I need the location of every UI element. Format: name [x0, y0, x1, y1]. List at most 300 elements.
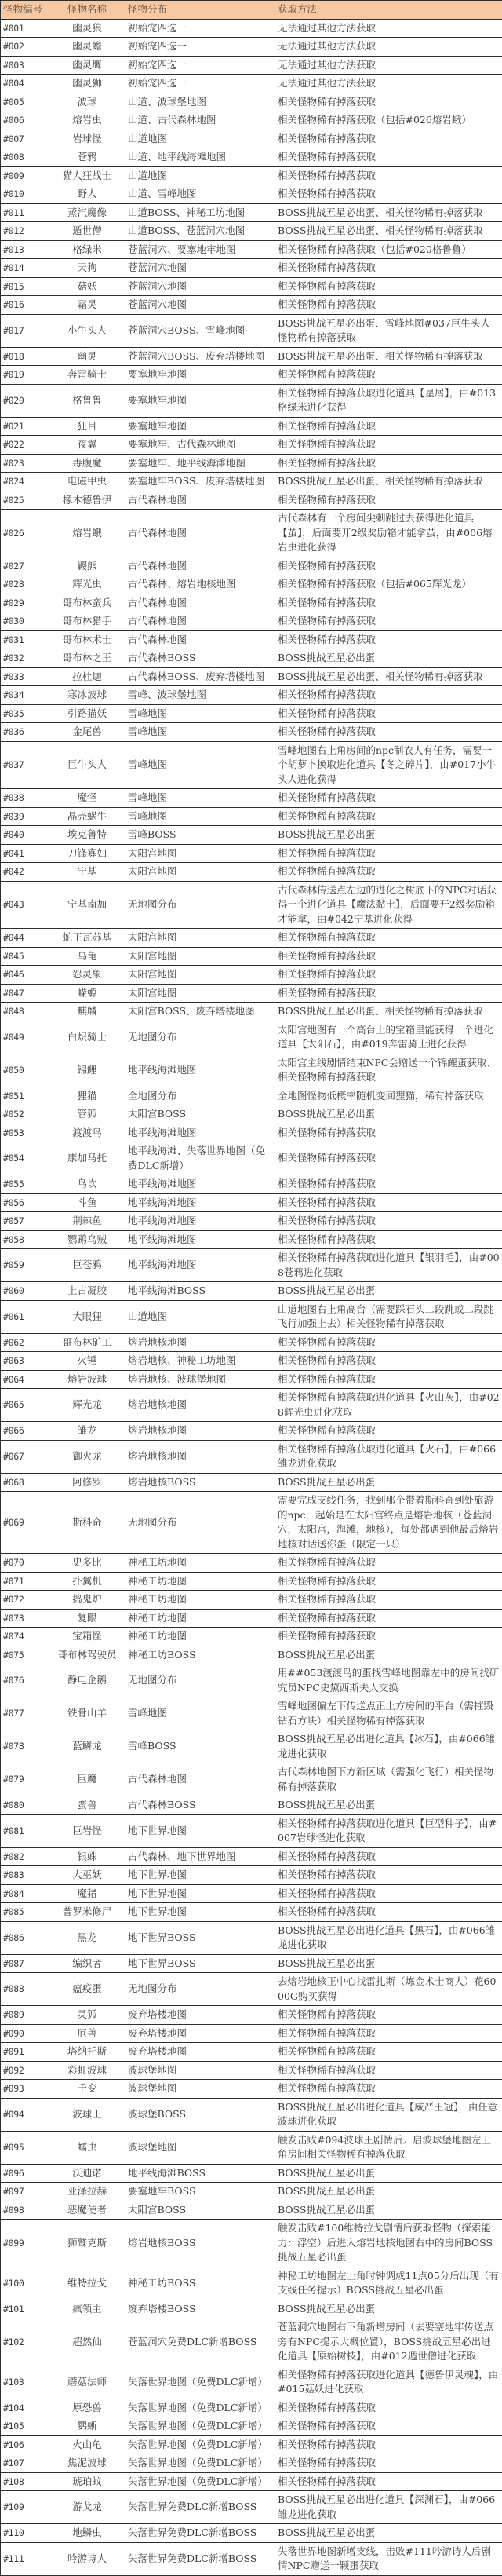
monster-id-cell: #071 [1, 1572, 49, 1591]
monster-name-cell: 毒腹魔 [49, 454, 126, 473]
table-row [1, 1124, 502, 1142]
table-row [1, 314, 502, 347]
monster-method-cell: 相关怪物稀有掉落获取 [275, 1193, 502, 1212]
monster-name-cell: 幽灵蟾 [49, 38, 126, 57]
monster-name-cell: 锦鲤 [49, 1054, 126, 1087]
monster-id-cell: #088 [1, 1973, 49, 2006]
monster-id-cell: #014 [1, 259, 49, 278]
monster-distribution-cell: 古代森林地图 [126, 1763, 275, 1796]
monster-id-cell: #011 [1, 203, 49, 222]
monster-method-cell: BOSS挑战五星必出进化道具【深渊石】，由#066雏龙进化获取 [275, 2491, 502, 2524]
table-row [1, 2267, 502, 2300]
table-row [1, 148, 502, 167]
monster-id-cell: #032 [1, 649, 49, 668]
monster-distribution-cell: 古代森林地图 [126, 630, 275, 649]
monster-distribution-cell: 地平线海滩地图 [126, 1230, 275, 1249]
monster-distribution-cell: 熔岩地核地图 [126, 1389, 275, 1422]
monster-name-cell: 野人 [49, 185, 126, 204]
monster-name-cell: 格鲁鲁 [49, 384, 126, 417]
table-row [1, 686, 502, 705]
monster-id-cell: #091 [1, 2043, 49, 2062]
table-row [1, 723, 502, 742]
monster-id-cell: #036 [1, 723, 49, 742]
monster-id-cell: #053 [1, 1124, 49, 1142]
monster-method-cell: 相关怪物稀有掉落获取 [275, 2043, 502, 2062]
table-row [1, 1664, 502, 1697]
monster-name-cell: 小牛头人 [49, 314, 126, 347]
monster-distribution-cell: 废弃塔楼BOSS [126, 2300, 275, 2318]
table-row [1, 1333, 502, 1352]
monster-method-cell: 用##053渡渡鸟的蛋找雪峰地图靠左中的房间找研究员NPC史黛西斯夫人交换 [275, 1664, 502, 1697]
table-row [1, 1249, 502, 1282]
monster-id-cell: #069 [1, 1492, 49, 1554]
monster-method-cell: BOSS挑战五星必出蛋、相关怪物稀有掉落获取 [275, 1003, 502, 1021]
monster-id-cell: #003 [1, 56, 49, 75]
table-row [1, 2024, 502, 2043]
table-row [1, 1763, 502, 1796]
monster-name-cell: 金尾兽 [49, 723, 126, 742]
monster-name-cell: 橡木德鲁伊 [49, 491, 126, 510]
monster-name-cell: 厄兽 [49, 2024, 126, 2043]
table-row [1, 130, 502, 148]
monster-method-cell: 无法通过其他方法获取 [275, 38, 502, 57]
monster-distribution-cell: 山道地图 [126, 166, 275, 185]
monster-distribution-cell: 太阳宫地图 [126, 863, 275, 882]
table-row [1, 185, 502, 204]
table-row [1, 2454, 502, 2473]
table-row [1, 1609, 502, 1628]
monster-name-cell: 银蛛 [49, 1847, 126, 1866]
table-row [1, 1847, 502, 1866]
table-row [1, 789, 502, 808]
monster-distribution-cell: 太阳宫地图 [126, 947, 275, 966]
monster-distribution-cell: 初始宠四选一 [126, 38, 275, 57]
table-row [1, 1492, 502, 1554]
monster-name-cell: 恶魔使者 [49, 2201, 126, 2220]
monster-method-cell: BOSS挑战五星必出进化道具【黑石】，由#066雏龙进化获取 [275, 1921, 502, 1954]
monster-id-cell: #006 [1, 111, 49, 130]
table-row [1, 1175, 502, 1194]
monster-id-cell: #085 [1, 1903, 49, 1922]
monster-distribution-cell: 熔岩地核、神秘工坊地图 [126, 1352, 275, 1371]
monster-method-cell: 失落世界地图新增支线，击败#111吟游诗人后剧情NPC赠送一颗蛋获取 [275, 2542, 502, 2575]
monster-distribution-cell: 苍蓝洞穴地图 [126, 296, 275, 315]
monster-id-cell: #063 [1, 1352, 49, 1371]
monster-id-cell: #065 [1, 1389, 49, 1422]
monster-id-cell: #015 [1, 277, 49, 296]
table-row [1, 1866, 502, 1885]
monster-distribution-cell: 地下世界地图 [126, 1866, 275, 1885]
monster-id-cell: #008 [1, 148, 49, 167]
monster-distribution-cell: 初始宠四选一 [126, 75, 275, 93]
monster-method-cell: 古代森林地图下方新区域（需强化飞行）相关怪物稀有掉落获取 [275, 1763, 502, 1796]
table-row [1, 436, 502, 455]
monster-id-cell: #108 [1, 2472, 49, 2491]
monster-method-cell: BOSS挑战五星必出蛋、相关怪物稀有掉落获取 [275, 667, 502, 686]
monster-method-cell: BOSS挑战五星必出蛋、雪峰地图#037巨牛头人怪物稀有掉落获取 [275, 314, 502, 347]
monster-name-cell: 鼹熊 [49, 557, 126, 575]
table-row [1, 929, 502, 948]
table-row [1, 93, 502, 111]
monster-name-cell: 波球王 [49, 2098, 126, 2131]
monster-method-cell: 相关怪物稀有掉落获取（包括#065辉光龙） [275, 575, 502, 594]
header-id: 怪物编号 [1, 1, 49, 20]
monster-distribution-cell: 太阳宫地图 [126, 844, 275, 863]
monster-name-cell: 渡渡鸟 [49, 1124, 126, 1142]
table-row [1, 2061, 502, 2080]
monster-id-cell: #028 [1, 575, 49, 594]
monster-name-cell: 幽灵 [49, 347, 126, 366]
monster-method-cell: BOSS挑战五星必出蛋 [275, 1473, 502, 1492]
monster-method-cell: 相关怪物稀有掉落获取 [275, 1422, 502, 1441]
monster-distribution-cell: 太阳宫BOSS [126, 1105, 275, 1124]
table-row [1, 2472, 502, 2491]
table-row [1, 984, 502, 1003]
monster-method-cell: 无法通过其他方法获取 [275, 19, 502, 38]
monster-name-cell: 遁世僧 [49, 222, 126, 241]
monster-distribution-cell: 熔岩地核地图 [126, 1333, 275, 1352]
monster-name-cell: 斯科奇 [49, 1492, 126, 1554]
monster-name-cell: 编织者 [49, 1954, 126, 1973]
table-row [1, 1087, 502, 1105]
monster-id-cell: #055 [1, 1175, 49, 1194]
table-row [1, 1697, 502, 1730]
monster-method-cell: BOSS挑战五星必出蛋 [275, 1646, 502, 1664]
monster-distribution-cell: 无地图分布 [126, 1973, 275, 2006]
monster-id-cell: #062 [1, 1333, 49, 1352]
monster-method-cell: 神秘工坊地图左上角时钟调成11点05分后出现（有支线任务提示）BOSS挑战五星必出蛋 [275, 2267, 502, 2300]
monster-distribution-cell: 无地图分布 [126, 881, 275, 929]
monster-distribution-cell: 山道地图 [126, 1300, 275, 1333]
monster-name-cell: 幽灵狼 [49, 19, 126, 38]
monster-id-cell: #057 [1, 1212, 49, 1231]
monster-method-cell: 相关怪物稀有掉落获取 [275, 1352, 502, 1371]
monster-method-cell: BOSS挑战五星必出蛋 [275, 1105, 502, 1124]
monster-name-cell: 静电企鹅 [49, 1664, 126, 1697]
table-row [1, 649, 502, 668]
monster-name-cell: 大巫妖 [49, 1866, 126, 1885]
monster-distribution-cell: 熔岩地核地图 [126, 1440, 275, 1473]
monster-distribution-cell: 失落世界地图（免费DLC新增） [126, 2454, 275, 2473]
monster-distribution-cell: 古代森林、熔岩地核地图 [126, 575, 275, 594]
monster-id-cell: #022 [1, 436, 49, 455]
monster-id-cell: #043 [1, 881, 49, 929]
monster-method-cell: 相关怪物稀有掉落获取 [275, 166, 502, 185]
monster-id-cell: #093 [1, 2080, 49, 2099]
monster-distribution-cell: 山道、雪峰地图 [126, 185, 275, 204]
monster-method-cell: 去熔岩地核正中心找雷扎斯（炼金术士商人）花6000G购买获得 [275, 1973, 502, 2006]
monster-method-cell: 相关怪物稀有掉落获取 [275, 130, 502, 148]
table-row [1, 2435, 502, 2454]
monster-name-cell: 巨岩怪 [49, 1814, 126, 1847]
monster-distribution-cell: 苍蓝洞穴免费DLC新增BOSS [126, 2318, 275, 2366]
table-row [1, 2524, 502, 2543]
table-row [1, 166, 502, 185]
monster-method-cell: BOSS挑战五星必出蛋 [275, 1796, 502, 1815]
monster-id-cell: #111 [1, 2542, 49, 2575]
monster-id-cell: #018 [1, 347, 49, 366]
monster-distribution-cell: 地下世界地图 [126, 1884, 275, 1903]
table-row [1, 2318, 502, 2366]
table-row [1, 1796, 502, 1815]
header-method: 获取方法 [275, 1, 502, 20]
monster-id-cell: #025 [1, 491, 49, 510]
table-row [1, 203, 502, 222]
monster-id-cell: #102 [1, 2318, 49, 2366]
monster-distribution-cell: 要塞地牢BOSS [126, 2183, 275, 2201]
monster-name-cell: 鹦蜥 [49, 2417, 126, 2436]
monster-method-cell: BOSS挑战五星必出蛋 [275, 2164, 502, 2183]
monster-id-cell: #041 [1, 844, 49, 863]
table-row [1, 612, 502, 631]
monster-id-cell: #084 [1, 1884, 49, 1903]
monster-method-cell: 相关怪物稀有掉落获取进化道具【火石】，由#066雏龙进化获取 [275, 1440, 502, 1473]
table-row [1, 2300, 502, 2318]
table-row [1, 1814, 502, 1847]
monster-name-cell: 康加马托 [49, 1142, 126, 1175]
header-distribution: 怪物分布 [126, 1, 275, 20]
table-row [1, 510, 502, 557]
monster-method-cell: 相关怪物稀有掉落获取 [275, 259, 502, 278]
monster-id-cell: #110 [1, 2524, 49, 2543]
monster-name-cell: 超然仙 [49, 2318, 126, 2366]
monster-id-cell: #096 [1, 2164, 49, 2183]
monster-method-cell: 触发击败#094波球王剧情后开启波球堡地图左上角房间相关怪物稀有掉落获取 [275, 2131, 502, 2164]
monster-method-cell: 相关怪物稀有掉落获取 [275, 2454, 502, 2473]
monster-id-cell: #010 [1, 185, 49, 204]
monster-distribution-cell: 失落世界免费DLC新增BOSS [126, 2542, 275, 2575]
monster-distribution-cell: 初始宠四选一 [126, 56, 275, 75]
monster-distribution-cell: 山道地图 [126, 130, 275, 148]
table-row [1, 1591, 502, 1610]
monster-distribution-cell: 神秘工坊BOSS [126, 2267, 275, 2300]
monster-name-cell: 幽灵狮 [49, 75, 126, 93]
table-row [1, 111, 502, 130]
monster-name-cell: 上古凝胶 [49, 1282, 126, 1301]
monster-id-cell: #026 [1, 510, 49, 557]
monster-distribution-cell: 失落世界地图（免费DLC新增） [126, 2417, 275, 2436]
monster-distribution-cell: 要塞地牢地图 [126, 417, 275, 436]
monster-name-cell: 鹦鹉乌贼 [49, 1230, 126, 1249]
monster-id-cell: #073 [1, 1609, 49, 1628]
monster-method-cell: BOSS挑战五星必出蛋 [275, 2201, 502, 2220]
table-row [1, 947, 502, 966]
monster-id-cell: #103 [1, 2366, 49, 2399]
monster-name-cell: 刀锋寡妇 [49, 844, 126, 863]
monster-id-cell: #079 [1, 1763, 49, 1796]
monster-distribution-cell: 地下世界地图 [126, 1903, 275, 1922]
table-row [1, 347, 502, 366]
monster-distribution-cell: 神秘工坊地图 [126, 1591, 275, 1610]
monster-distribution-cell: 地平线海滩地图 [126, 1124, 275, 1142]
table-row [1, 2006, 502, 2025]
monster-id-cell: #031 [1, 630, 49, 649]
monster-name-cell: 灵狐 [49, 2006, 126, 2025]
table-row [1, 1282, 502, 1301]
monster-method-cell: 相关怪物稀有掉落获取 [275, 185, 502, 204]
table-row [1, 1730, 502, 1763]
table-row [1, 557, 502, 575]
monster-id-cell: #094 [1, 2098, 49, 2131]
monster-distribution-cell: 要塞地牢地图 [126, 366, 275, 385]
monster-id-cell: #052 [1, 1105, 49, 1124]
monster-distribution-cell: 熔岩地核、波球堡地图 [126, 1370, 275, 1389]
monster-id-cell: #100 [1, 2267, 49, 2300]
monster-distribution-cell: 地平线海滩、失落世界地图（免费DLC新增） [126, 1142, 275, 1175]
monster-name-cell: 荆棘鱼 [49, 1212, 126, 1231]
monster-id-cell: #078 [1, 1730, 49, 1763]
monster-distribution-cell: 熔岩地核BOSS [126, 1473, 275, 1492]
monster-name-cell: 哥布林猎手 [49, 612, 126, 631]
table-row [1, 75, 502, 93]
table-row [1, 1054, 502, 1087]
monster-distribution-cell: 波球堡地图 [126, 2061, 275, 2080]
monster-name-cell: 苍鸦 [49, 148, 126, 167]
monster-method-cell: 相关怪物稀有掉落获取 [275, 557, 502, 575]
monster-method-cell: 雪峰地图右上角房间的npc制衣人有任务，需要一个胡萝卜换取进化道具【冬之碎片】，由#017小牛头人进化获得 [275, 741, 502, 789]
monster-id-cell: #076 [1, 1664, 49, 1697]
monster-name-cell: 哥布林驾驶员 [49, 1646, 126, 1664]
table-row [1, 1554, 502, 1573]
monster-id-cell: #004 [1, 75, 49, 93]
monster-method-cell: 相关怪物稀有掉落获取 [275, 296, 502, 315]
monster-id-cell: #049 [1, 1021, 49, 1054]
monster-name-cell: 猫人狂战士 [49, 166, 126, 185]
table-row [1, 2131, 502, 2164]
table-row [1, 1230, 502, 1249]
monster-distribution-cell: 波球堡BOSS [126, 2098, 275, 2131]
monster-method-cell: 相关怪物稀有掉落获取 [275, 2006, 502, 2025]
monster-distribution-cell: 失落世界地图（免费DLC新增） [126, 2472, 275, 2491]
monster-method-cell: 山道地图右上角高台（需要踩石头二段跳或二段跳飞行加强上去）相关怪物稀有掉落获取 [275, 1300, 502, 1333]
monster-id-cell: #089 [1, 2006, 49, 2025]
monster-distribution-cell: 太阳宫BOSS [126, 2201, 275, 2220]
monster-id-cell: #051 [1, 1087, 49, 1105]
monster-name-cell: 埃克鲁特 [49, 826, 126, 845]
monster-name-cell: 奔雷骑士 [49, 366, 126, 385]
monster-distribution-cell: 要塞地牢、地平线海滩地图 [126, 454, 275, 473]
monster-distribution-cell: 熔岩地核BOSS [126, 2220, 275, 2267]
monster-id-cell: #059 [1, 1249, 49, 1282]
monster-name-cell: 巨魔 [49, 1763, 126, 1796]
monster-name-cell: 魔怪 [49, 789, 126, 808]
table-row [1, 384, 502, 417]
monster-id-cell: #106 [1, 2435, 49, 2454]
table-row [1, 1352, 502, 1371]
table-row [1, 704, 502, 723]
monster-id-cell: #086 [1, 1921, 49, 1954]
monster-name-cell: 蛇王瓦苏基 [49, 929, 126, 948]
monster-id-cell: #033 [1, 667, 49, 686]
monster-id-cell: #047 [1, 984, 49, 1003]
table-row [1, 1628, 502, 1646]
monster-method-cell: 相关怪物稀有掉落获取 [275, 1572, 502, 1591]
table-row [1, 667, 502, 686]
monster-name-cell: 沃迪诺 [49, 2164, 126, 2183]
monster-id-cell: #060 [1, 1282, 49, 1301]
monster-distribution-cell: 雪峰地图 [126, 1697, 275, 1730]
monster-name-cell: 史多比 [49, 1554, 126, 1573]
monster-id-cell: #077 [1, 1697, 49, 1730]
monster-id-cell: #020 [1, 384, 49, 417]
table-row [1, 2491, 502, 2524]
monster-name-cell: 御火龙 [49, 1440, 126, 1473]
monster-id-cell: #056 [1, 1193, 49, 1212]
header-name: 怪物名称 [49, 1, 126, 20]
monster-method-cell: 相关怪物稀有掉落获取 [275, 844, 502, 863]
monster-distribution-cell: 山道BOSS、神秘工坊地图 [126, 203, 275, 222]
monster-distribution-cell: 苍蓝洞穴、要塞地牢地图 [126, 240, 275, 259]
monster-method-cell: 相关怪物稀有掉落获取 [275, 966, 502, 985]
monster-distribution-cell: 古代森林地图 [126, 491, 275, 510]
monster-distribution-cell: 熔岩地核地图 [126, 1422, 275, 1441]
monster-id-cell: #021 [1, 417, 49, 436]
monster-method-cell: 相关怪物稀有掉落获取 [275, 612, 502, 631]
monster-distribution-cell: 古代森林BOSS [126, 1796, 275, 1815]
monster-distribution-cell: 山道、波球堡地图 [126, 93, 275, 111]
monster-method-cell: 相关怪物稀有掉落获取（包括#026熔岩蛾） [275, 111, 502, 130]
monster-method-cell: 相关怪物稀有掉落获取 [275, 1866, 502, 1885]
table-row [1, 296, 502, 315]
monster-id-cell: #097 [1, 2183, 49, 2201]
monster-id-cell: #044 [1, 929, 49, 948]
monster-distribution-cell: 苍蓝洞穴BOSS、废弃塔楼地图 [126, 347, 275, 366]
monster-method-cell: 太阳宫地图有一个高台上的宝箱里能获得一个进化道具【太阳石】，由#019奔雷骑士进化获得 [275, 1021, 502, 1054]
monster-method-cell: 相关怪物稀有掉落获取 [275, 807, 502, 826]
monster-distribution-cell: 神秘工坊地图 [126, 1572, 275, 1591]
monster-name-cell: 乌龟 [49, 947, 126, 966]
monster-method-cell: BOSS挑战五星必出蛋、相关怪物稀有掉落获取 [275, 203, 502, 222]
table-row [1, 1422, 502, 1441]
monster-method-cell: BOSS挑战五星必出蛋 [275, 2524, 502, 2543]
monster-method-cell: 相关怪物稀有掉落获取 [275, 929, 502, 948]
monster-method-cell: 相关怪物稀有掉落获取进化道具【银羽毛】，由#008苍鸦进化获取 [275, 1249, 502, 1282]
monster-id-cell: #105 [1, 2417, 49, 2436]
table-row [1, 1003, 502, 1021]
monster-method-cell: 需要完成支线任务，找到那个带着斯科奇到处旅游的npc，起始是在太阳宫终点是熔岩地核（苍蓝洞穴，太阳宫，海滩，地核），每处都遇到他最后熔岩地核对话送你蛋（限定一只） [275, 1492, 502, 1554]
monster-method-cell: 相关怪物稀有掉落获取 [275, 1142, 502, 1175]
monster-name-cell: 火山龟 [49, 2435, 126, 2454]
monster-id-cell: #027 [1, 557, 49, 575]
table-row [1, 2080, 502, 2099]
monster-id-cell: #095 [1, 2131, 49, 2164]
monster-id-cell: #068 [1, 1473, 49, 1492]
monster-method-cell: BOSS挑战五星必出蛋 [275, 826, 502, 845]
monster-method-cell: 相关怪物稀有掉落获取 [275, 630, 502, 649]
monster-distribution-cell: 雪峰BOSS [126, 1730, 275, 1763]
monster-id-cell: #064 [1, 1370, 49, 1389]
monster-method-cell: BOSS挑战五星必出蛋 [275, 2183, 502, 2201]
monster-name-cell: 哥布林之王 [49, 649, 126, 668]
table-row [1, 454, 502, 473]
monster-name-cell: 瘟疫蛋 [49, 1973, 126, 2006]
table-row [1, 2043, 502, 2062]
monster-distribution-cell: 废弃塔楼地图 [126, 2043, 275, 2062]
table-row [1, 2417, 502, 2436]
monster-method-cell: 相关怪物稀有掉落获取 [275, 1609, 502, 1628]
monster-distribution-cell: 地下世界地图 [126, 1814, 275, 1847]
monster-id-cell: #024 [1, 473, 49, 491]
monster-id-cell: #048 [1, 1003, 49, 1021]
monster-distribution-cell: 地平线海滩地图 [126, 1193, 275, 1212]
monster-name-cell: 宁基 [49, 863, 126, 882]
monster-id-cell: #109 [1, 2491, 49, 2524]
monster-distribution-cell: 山道BOSS、苍蓝洞穴地图 [126, 222, 275, 241]
monster-distribution-cell: 波球堡地图 [126, 2080, 275, 2099]
monster-id-cell: #104 [1, 2399, 49, 2417]
monster-distribution-cell: 失落世界免费DLC新增BOSS [126, 2524, 275, 2543]
monster-id-cell: #101 [1, 2300, 49, 2318]
